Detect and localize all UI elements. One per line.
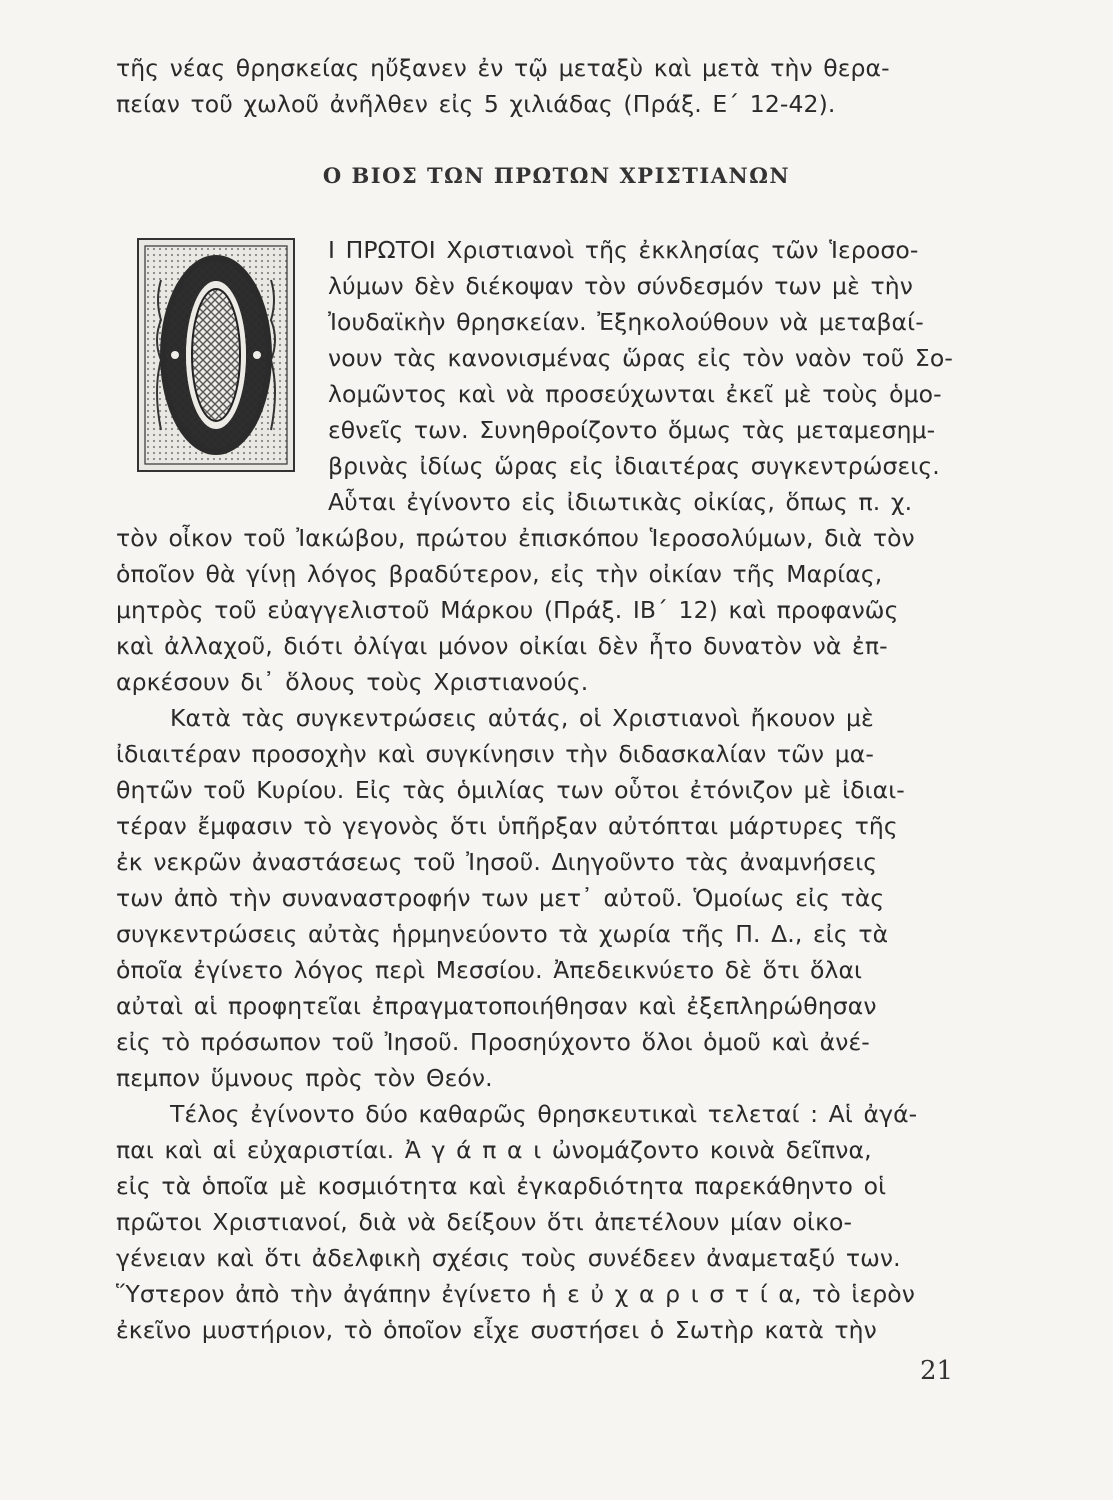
text-line: Ἰουδαϊκὴν θρησκείαν. Ἐξηκολούθουν νὰ μεταβαί- [328,308,924,336]
ornamental-initial-O-icon [139,240,293,470]
text-line: θητῶν τοῦ Κυρίου. Εἰς τὰς ὁμιλίας των οὗτοι ἐτόνιζον μὲ ἰδιαι- [116,776,905,804]
text-line: τέραν ἔμφασιν τὸ γεγονὸς ὅτι ὑπῆρξαν αὐτόπται μάρτυρες τῆς [116,812,898,840]
text-line: ὁποῖον θὰ γίνῃ λόγος βραδύτερον, εἰς τὴν οἰκίαν τῆς Μαρίας, [116,560,883,588]
text-line: γένειαν καὶ ὅτι ἀδελφικὴ σχέσις τοὺς συνέδεεν ἀναμεταξύ των. [116,1244,901,1272]
text-line: Αὗται ἐγίνοντο εἰς ἰδιωτικὰς οἰκίας, ὅπως π. χ. [328,488,913,516]
text-line: καὶ ἀλλαχοῦ, διότι ὀλίγαι μόνον οἰκίαι δὲν ἦτο δυνατὸν νὰ ἐπ- [116,632,888,660]
text-line: μητρὸς τοῦ εὐαγγελιστοῦ Μάρκου (Πράξ. ΙΒ΄ 12) καὶ προφανῶς [116,596,899,624]
text-line: Ὕστερον ἀπὸ τὴν ἀγάπην ἐγίνετο ἡ ε ὐ χ α ρ ι σ τ ί α, τὸ ἱερὸν [116,1280,915,1308]
text-line: Ι ΠΡΩΤΟΙ Χριστιανοὶ τῆς ἐκκλησίας τῶν Ἱεροσο- [328,236,919,264]
text-line: πείαν τοῦ χωλοῦ ἀνῆλθεν εἰς 5 χιλιάδας (Πράξ. Ε΄ 12-42). [116,90,836,118]
text-line: λομῶντος καὶ νὰ προσεύχωνται ἐκεῖ μὲ τοὺς ὁμο- [328,380,942,408]
text-line: αὐταὶ αἱ προφητεῖαι ἐπραγματοποιήθησαν καὶ ἐξεπληρώθησαν [116,992,877,1020]
text-line: αρκέσουν δι᾿ ὅλους τοὺς Χριστιανούς. [116,668,589,696]
text-line: ἐκεῖνο μυστήριον, τὸ ὁποῖον εἶχε συστήσει ὁ Σωτὴρ κατὰ τὴν [116,1316,877,1344]
section-heading: Ο ΒΙΟΣ ΤΩΝ ΠΡΩΤΩΝ ΧΡΙΣΤΙΑΝΩΝ [322,163,791,188]
text-line: εἰς τὰ ὁποῖα μὲ κοσμιότητα καὶ ἐγκαρδιότητα παρεκάθηντο οἱ [116,1172,887,1200]
text-line: βρινὰς ἰδίως ὥρας εἰς ἰδιαιτέρας συγκεντρώσεις. [328,452,940,480]
text-line: Κατὰ τὰς συγκεντρώσεις αὐτάς, οἱ Χριστιανοὶ ἤκουον μὲ [170,704,874,732]
page-number: 21 [920,1356,954,1386]
text-line: ὁποῖα ἐγίνετο λόγος περὶ Μεσσίου. Ἀπεδεικνύετο δὲ ὅτι ὅλαι [116,956,863,984]
text-line: συγκεντρώσεις αὐτὰς ἡρμηνεύοντο τὰ χωρία τῆς Π. Δ., εἰς τὰ [116,920,889,948]
text-line: εἰς τὸ πρόσωπον τοῦ Ἰησοῦ. Προσηύχοντο ὅλοι ὁμοῦ καὶ ἀνέ- [116,1028,870,1056]
drop-cap-ornament [137,238,295,472]
text-line: νουν τὰς κανονισμένας ὥρας εἰς τὸν ναὸν τοῦ Σο- [328,344,953,372]
text-line: τὸν οἶκον τοῦ Ἰακώβου, πρώτου ἐπισκόπου Ἱεροσολύμων, διὰ τὸν [116,524,915,552]
text-line: παι καὶ αἱ εὐχαριστίαι. Ἀ γ ά π α ι ὠνομάζοντο κοινὰ δεῖπνα, [116,1136,872,1164]
text-line: εθνεῖς των. Συνηθροίζοντο ὅμως τὰς μεταμεσημ- [328,416,936,444]
text-line: λύμων δὲν διέκοψαν τὸν σύνδεσμόν των μὲ τὴν [328,272,913,300]
text-line: των ἀπὸ τὴν συναναστροφήν των μετ᾿ αὐτοῦ. Ὁμοίως εἰς τὰς [116,884,885,912]
text-line: ἐκ νεκρῶν ἀναστάσεως τοῦ Ἰησοῦ. Διηγοῦντο τὰς ἀναμνήσεις [116,848,878,876]
text-line: Τέλος ἐγίνοντο δύο καθαρῶς θρησκευτικαὶ τελεταί : Αἱ ἀγά- [170,1100,918,1128]
text-line: τῆς νέας θρησκείας ηὔξανεν ἐν τῷ μεταξὺ καὶ μετὰ τὴν θερα- [116,54,890,82]
text-line: πεμπον ὕμνους πρὸς τὸν Θεόν. [116,1064,493,1092]
text-line: ἰδιαιτέραν προσοχὴν καὶ συγκίνησιν τὴν διδασκαλίαν τῶν μα- [116,740,874,768]
text-line: πρῶτοι Χριστιανοί, διὰ νὰ δείξουν ὅτι ἀπετέλουν μίαν οἰκο- [116,1208,853,1236]
